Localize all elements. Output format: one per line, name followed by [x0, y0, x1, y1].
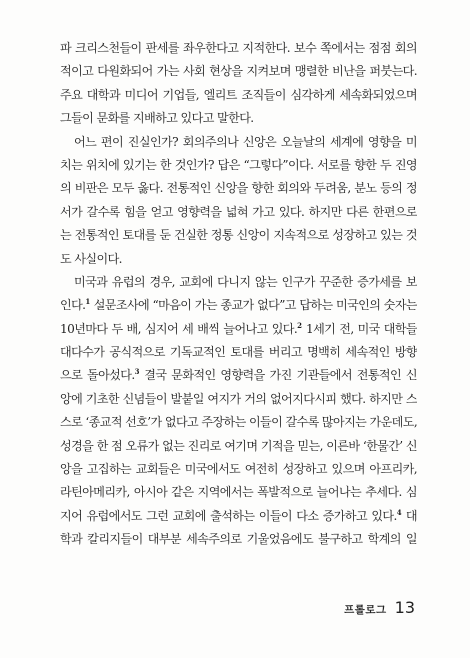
text-line: 파 크리스천들이 판세를 좌우한다고 지적한다. 보수 쪽에서는 점점 회의 — [60, 41, 417, 55]
text-line: 는 전통적인 토대를 둔 건실한 정통 신앙이 지속적으로 성장하고 있는 것 — [60, 228, 417, 243]
page-footer — [344, 598, 415, 620]
text-line: 그들이 문화를 지배하고 있다고 말한다. — [60, 111, 254, 126]
text-line — [60, 364, 417, 387]
text-segment: 10년마다 두 배, 심지어 세 배씩 늘어나고 있다. — [60, 321, 298, 336]
text-line: 의 비판은 모두 옳다. 전통적인 신앙을 향한 회의와 두려움, 분노 등의 정 — [60, 181, 417, 196]
text-line: 라틴아메리카, 아시아 같은 지역에서는 폭발적으로 늘어나는 추세다. 심 — [60, 485, 417, 500]
text-line: 성경을 한 점 오류가 없는 진리로 여기며 기적을 믿는, 이른바 ‘한물간’ 신 — [60, 438, 417, 453]
text-line — [60, 505, 417, 528]
text-line: 적이고 다원화되어 가는 사회 현상을 지켜보며 맹렬한 비난을 퍼붓는다. — [60, 64, 417, 79]
text-line: 스로 ‘종교적 선호’가 없다고 주장하는 이들이 갈수록 많아지는 가운데도, — [60, 415, 417, 430]
text-line: 대다수가 공식적으로 기독교적인 토대를 버리고 명백히 세속적인 방향 — [60, 345, 417, 360]
footnote-marker[interactable]: 3 — [134, 367, 140, 377]
text-line — [60, 318, 417, 341]
text-segment: 지어 유럽에서도 그런 교회에 출석하는 이들이 다소 증가하고 있다. — [60, 508, 397, 523]
text-line: 학과 칼리지들이 대부분 세속주의로 기울었음에도 불구하고 학계의 일 — [60, 532, 417, 547]
body-text — [60, 37, 417, 552]
text-line: 도 사실이다. — [60, 251, 122, 266]
text-segment: 대 — [401, 508, 417, 523]
text-segment: 설문조사에 “마음이 가는 종교가 없다”고 답하는 미국인의 숫자는 — [90, 298, 417, 313]
footnote-marker[interactable]: 4 — [396, 507, 402, 517]
text-segment: 으로 돌아섰다. — [60, 368, 135, 383]
text-line — [60, 294, 417, 317]
text-segment: 결국 문화적인 영향력을 가진 기관들에서 전통적인 신 — [139, 368, 417, 383]
text-segment: 인다. — [60, 298, 86, 313]
running-footer-label: 프롤로그 — [344, 604, 387, 616]
text-segment: 1세기 전, 미국 대학들 — [301, 321, 417, 336]
footnote-marker[interactable]: 1 — [85, 297, 91, 307]
page-number: 13 — [394, 598, 415, 617]
text-line: 치는 위치에 있기는 한 것인가? 답은 “그렇다”이다. 서로를 향한 두 진영 — [60, 157, 417, 172]
text-line: 서가 갈수록 힘을 얻고 영향력을 넓혀 가고 있다. 하지만 다른 한편으로 — [60, 204, 417, 219]
text-line: 앙에 기초한 신념들이 발붙일 여지가 거의 없어지다시피 했다. 하지만 스 — [60, 391, 417, 406]
text-line: 주요 대학과 미디어 기업들, 엘리트 조직들이 심각하게 세속화되었으며 — [60, 87, 417, 102]
text-line: 앙을 고집하는 교회들은 미국에서도 여전히 성장하고 있으며 아프리카, — [60, 462, 417, 477]
text-line: 어느 편이 진실인가? 회의주의나 신앙은 오늘날의 세계에 영향을 미 — [74, 134, 417, 149]
footnote-marker[interactable]: 2 — [297, 320, 302, 330]
text-line: 미국과 유럽의 경우, 교회에 다니지 않는 인구가 꾸준한 증가세를 보 — [74, 274, 417, 289]
